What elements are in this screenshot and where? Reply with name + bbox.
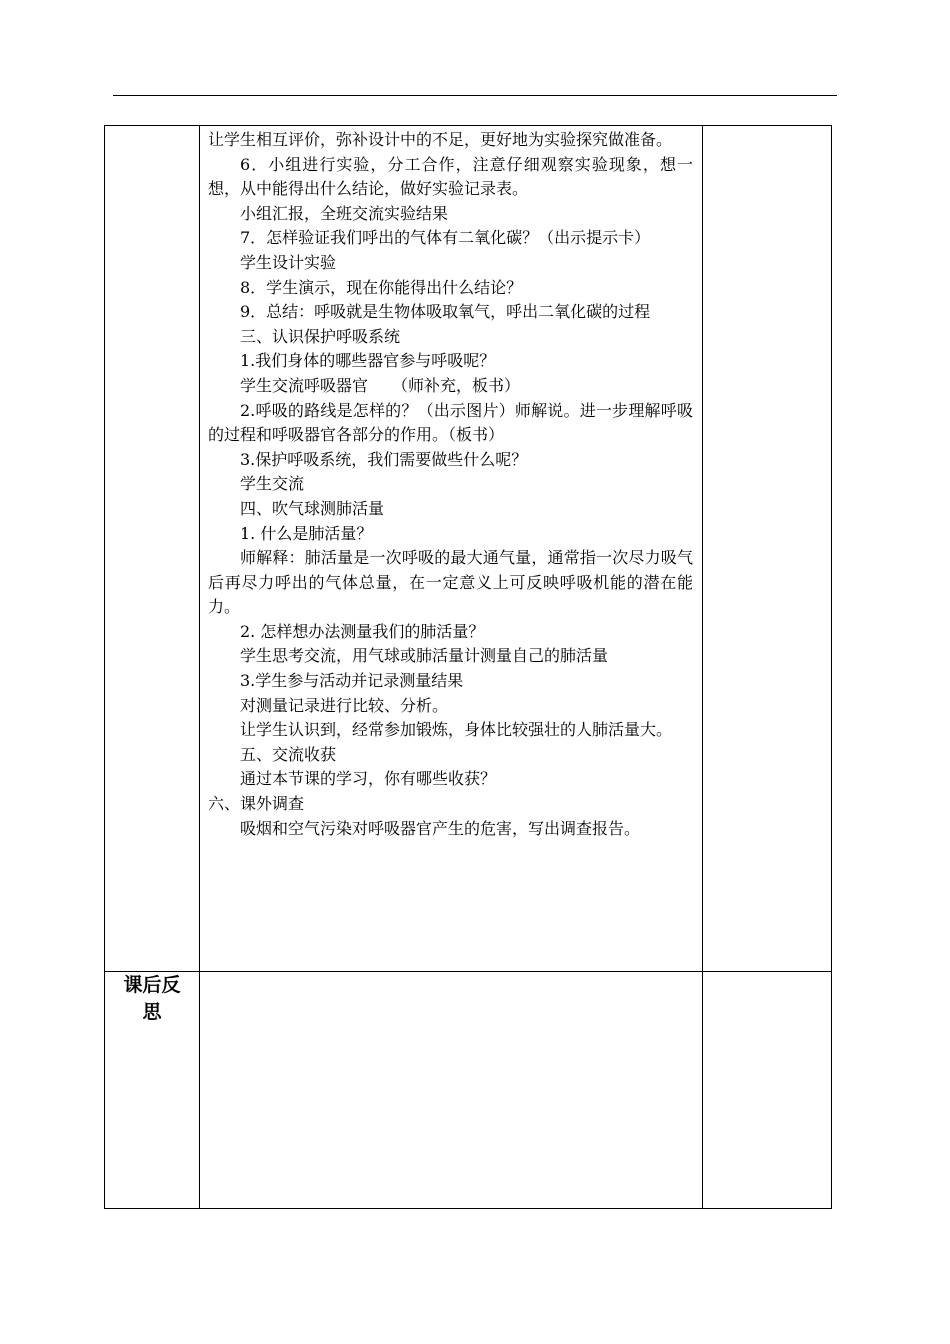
procedure-content — [200, 126, 702, 841]
content-paragraph: 1.我们身体的哪些器官参与呼吸呢？ — [240, 351, 496, 371]
content-paragraph: 学生思考交流，用气球或肺活量计测量自己的肺活量 — [240, 646, 609, 666]
content-paragraph: 7．怎样验证我们呼出的气体有二氧化碳？（出示提示卡） — [240, 228, 651, 248]
content-paragraph: 吸烟和空气污染对呼吸器官产生的危害，写出调查报告。 — [240, 818, 641, 838]
content-paragraph: 2. 怎样想办法测量我们的肺活量？ — [240, 621, 485, 641]
content-paragraph: 8．学生演示，现在你能得出什么结论？ — [240, 277, 523, 297]
content-paragraph: 3.学生参与活动并记录测量结果 — [240, 671, 464, 691]
content-paragraph: 小组汇报，全班交流实验结果 — [240, 203, 449, 223]
content-paragraph: 让学生相互评价，弥补设计中的不足，更好地为实验探究做准备。 — [208, 130, 673, 149]
content-paragraph: 学生交流 — [240, 474, 305, 494]
reflection-row — [105, 972, 832, 1209]
reflection-notes-cell — [703, 972, 832, 1209]
content-paragraph: 2.呼吸的路线是怎样的？（出示图片）师解说。进一步理解呼吸的过程和呼吸器官各部分的作用。（板书） — [208, 400, 693, 445]
content-paragraph: 三、认识保护呼吸系统 — [240, 326, 401, 346]
content-paragraph: 1. 什么是肺活量？ — [240, 523, 373, 543]
procedure-content-cell — [200, 126, 703, 972]
content-paragraph: 通过本节课的学习，你有哪些收获？ — [240, 769, 497, 789]
procedure-row — [105, 126, 832, 972]
content-paragraph: 四、吹气球测肺活量 — [240, 498, 385, 518]
lesson-plan-table — [104, 125, 832, 1209]
procedure-notes-cell — [703, 126, 832, 972]
content-paragraph: 学生设计实验 — [240, 252, 337, 272]
header-rule — [113, 95, 837, 96]
procedure-label-cell — [105, 126, 200, 972]
content-paragraph: 六、课外调查 — [208, 794, 305, 814]
content-paragraph: 让学生认识到，经常参加锻炼，身体比较强壮的人肺活量大。 — [240, 720, 673, 740]
content-paragraph: 师解释：肺活量是一次呼吸的最大通气量，通常指一次尽力吸气后再尽力呼出的气体总量，在一定意义上可反映呼吸机能的潜在能力。 — [208, 548, 693, 617]
reflection-label-cell — [105, 972, 200, 1209]
content-paragraph: 6．小组进行实验，分工合作，注意仔细观察实验现象，想一想，从中能得出什么结论，做好实验记录表。 — [208, 154, 693, 199]
content-paragraph: 对测量记录进行比较、分析。 — [240, 695, 449, 715]
content-paragraph: 五、交流收获 — [240, 744, 337, 764]
content-paragraph: 9．总结：呼吸就是生物体吸取氧气，呼出二氧化碳的过程 — [240, 302, 651, 322]
reflection-label: 课后反思 — [123, 974, 181, 1023]
content-paragraph: 学生交流呼吸器官 （师补充，板书） — [240, 375, 521, 395]
content-paragraph: 3.保护呼吸系统，我们需要做些什么呢？ — [240, 449, 528, 469]
reflection-content-cell — [200, 972, 703, 1209]
